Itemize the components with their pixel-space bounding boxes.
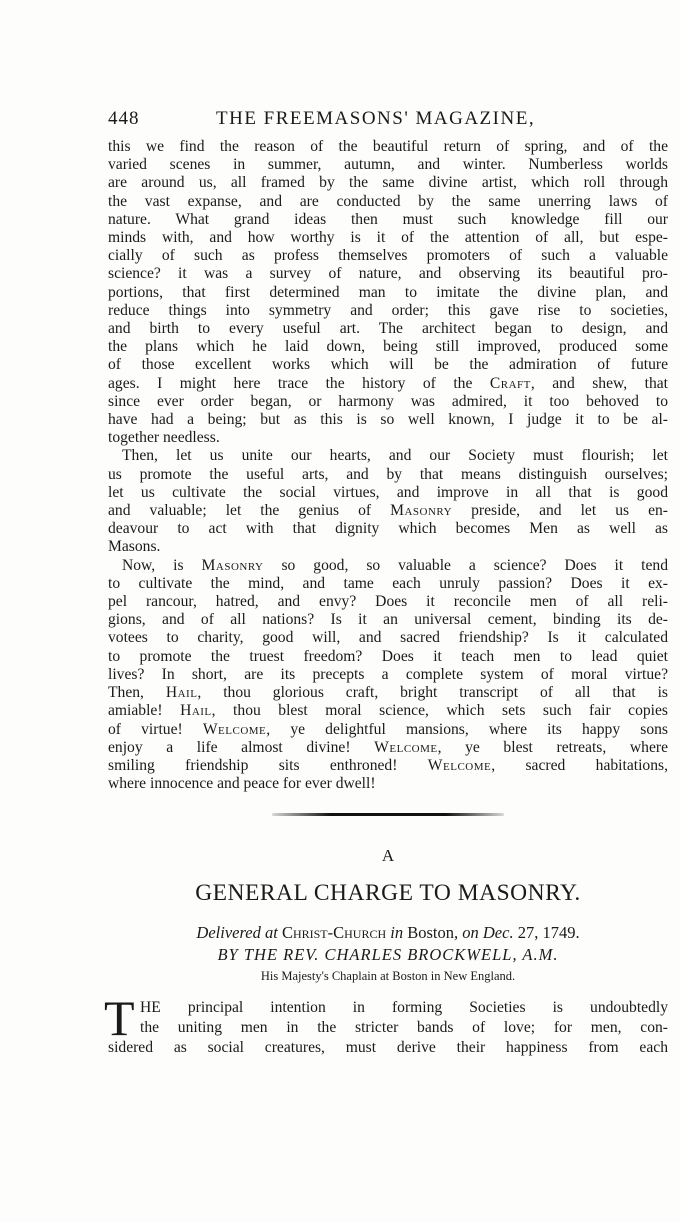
text-segment: and valuable; let the genius of [108, 502, 372, 520]
text-segment: Now, is [122, 556, 202, 574]
section-title: GENERAL CHARGE TO MASONRY. [195, 880, 581, 907]
text-segment: , on [454, 923, 483, 943]
paragraph-3 [108, 557, 668, 794]
text-segment: Delivered at [196, 923, 282, 943]
paragraph-2 [108, 447, 668, 556]
welcome-word: Welcome [427, 756, 492, 774]
masonry-word: Masonry [390, 502, 453, 520]
church-name: Christ-Church [281, 923, 387, 943]
text-line: minds with, and how worthy is it of the attention of all, but espe- [108, 229, 668, 247]
craft-word: Craft [489, 374, 531, 392]
text-line: sidered as social creatures, must derive their happiness from each [108, 1039, 668, 1057]
text-segment: preside, and let us en- [452, 502, 668, 520]
text-segment: of virtue! [108, 720, 203, 738]
text-line: the plans which he laid down, being still improved, produced some [108, 338, 668, 356]
text-line: to promote the truest freedom? Does it teach men to lead quiet [108, 647, 668, 665]
article-body [108, 138, 668, 793]
text-line: votees to charity, good will, and sacred friendship? Is it calculated [108, 629, 668, 647]
text-segment: ages. I might here trace the history of the [108, 374, 473, 392]
text-line: the uniting men in the stricter bands of love; for men, con- [140, 1019, 668, 1037]
byline: BY THE REV. CHARLES BROCKWELL, A.M. [217, 945, 559, 965]
section-divider-rule [272, 813, 504, 816]
text-segment: , ye delightful mansions, where its happy sons [266, 720, 668, 738]
running-title: THE FREEMASONS' MAGAZINE, [216, 108, 536, 129]
welcome-word: Welcome [202, 720, 267, 738]
text-segment: , sacred habitations, [491, 756, 668, 774]
text-line: gions, and of all nations? Is it an universal cement, binding its de- [108, 611, 668, 629]
text-line [108, 721, 668, 739]
text-line: reduce things into symmetry and order; this gave rise to societies, [108, 301, 668, 319]
text-line: since ever order began, or harmony was admired, it too behoved to [108, 392, 668, 410]
text-line: this we find the reason of the beautiful return of spring, and of the [108, 138, 668, 155]
text-line: us promote the useful arts, and by that means distinguish ourselves; [108, 465, 668, 483]
text-line: together needless. [108, 429, 220, 447]
hail-word: Hail [180, 702, 212, 720]
running-head [108, 108, 668, 138]
text-segment: , thou glorious craft, bright transcript of all that is [197, 684, 669, 702]
drop-cap: T [104, 990, 135, 1047]
chaplain-line: His Majesty's Chaplain at Boston in New England. [260, 969, 516, 984]
text-line [108, 557, 668, 575]
text-line [108, 375, 668, 393]
page [104, 108, 669, 1058]
text-line: HE principal intention in forming Societies is undoubtedly [140, 999, 668, 1017]
text-line [108, 702, 668, 720]
page-number: 448 [108, 108, 140, 129]
text-line [108, 739, 668, 757]
text-line [108, 502, 668, 520]
text-segment: , thou blest moral science, which sets such fair copies [211, 702, 668, 720]
text-line: are around us, all framed by the same divine artist, which roll through [108, 174, 668, 192]
text-line: have had a being; but as this is so well known, I judge it to be al- [108, 411, 668, 429]
text-line: varied scenes in summer, autumn, and winter. Numberless worlds [108, 156, 668, 174]
text-segment: in [386, 923, 408, 943]
text-segment: , ye blest retreats, where [437, 738, 668, 756]
text-segment: enjoy a life almost divine! [108, 738, 375, 756]
text-line: the vast expanse, and are conducted by the same unerring laws of [108, 192, 668, 210]
text-segment: smiling friendship sits enthroned! [108, 756, 428, 774]
text-line: science? it was a survey of nature, and observing its beautiful pro- [108, 265, 668, 283]
text-segment: Then, [108, 684, 166, 702]
text-line: Masons. [108, 538, 161, 556]
place-name: Boston [407, 923, 454, 943]
text-segment: , and shew, that [530, 374, 668, 392]
delivered-line [108, 923, 668, 943]
text-line: and birth to every useful art. The architect began to design, and [108, 320, 668, 338]
text-segment: so good, so valuable a science? Does it tend [263, 556, 668, 574]
text-line: portions, that first determined man to imitate the divine plan, and [108, 283, 668, 301]
text-line: Then, let us unite our hearts, and our Society must flourish; let [122, 447, 668, 465]
text-line: where innocence and peace for ever dwell! [108, 775, 376, 793]
charge-paragraph [104, 990, 668, 1058]
text-line: nature. What grand ideas then must such knowledge fill our [108, 210, 668, 228]
text-line: pel rancour, hatred, and envy? Does it reconcile men of all reli- [108, 593, 668, 611]
masonry-word: Masonry [201, 556, 264, 574]
paragraph-1 [108, 138, 668, 447]
welcome-word: Welcome [374, 738, 438, 756]
text-segment: amiable! [108, 702, 181, 720]
text-line: let us cultivate the social virtues, and improve in all that is good [108, 483, 668, 501]
date-month: Dec. [482, 923, 514, 943]
text-line: cially of such as profess themselves promoters of such a valuable [108, 247, 668, 265]
hail-word: Hail [165, 684, 198, 702]
text-line: lives? In short, are its precepts a complete system of moral virtue? [108, 665, 668, 683]
section-letter: A [381, 846, 395, 866]
text-line: deavour to act with that dignity which becomes Men as well as [108, 520, 668, 538]
date-day-year: 27, 1749. [513, 923, 580, 943]
text-line: of those excellent works which will be the admiration of future [108, 356, 668, 374]
text-line [108, 757, 668, 775]
text-line [108, 684, 668, 702]
text-line: to cultivate the mind, and tame each unruly passion? Does it ex- [108, 574, 668, 592]
